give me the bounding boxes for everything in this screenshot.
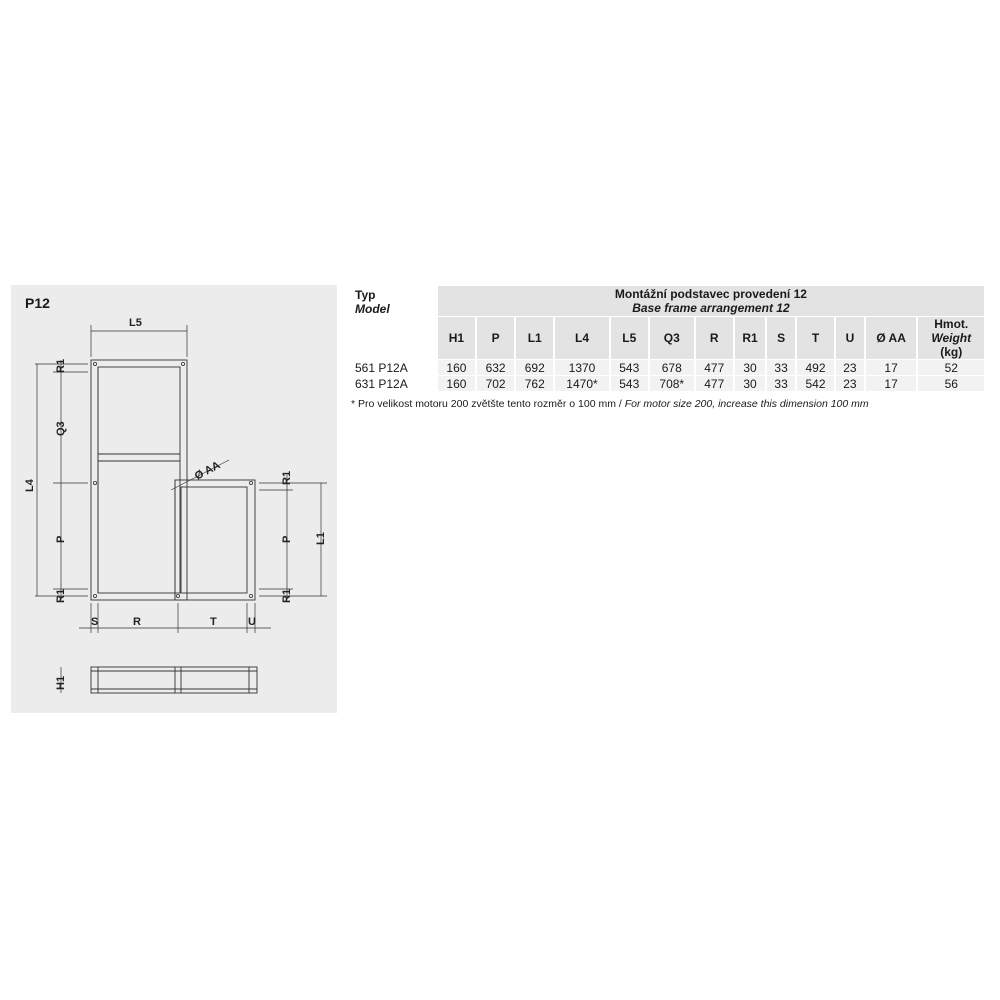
label-r1-bottom-right: R1 [281,588,293,603]
label-q3: Q3 [55,421,67,436]
column-header: H1 [438,317,475,359]
label-l5: L5 [129,317,142,329]
value-cell: 17 [866,360,917,375]
footnote-czech: * Pro velikost motoru 200 zvětšte tento rozměr o 100 mm / [351,398,625,410]
column-header: T [797,317,834,359]
value-cell: 477 [696,360,733,375]
value-cell: 160 [438,376,475,391]
label-aa: Ø AA [192,459,223,483]
label-l1: L1 [315,532,327,545]
weight-header-line1: Hmot. [934,317,969,331]
label-h1: H1 [55,675,67,690]
weight-cell: 52 [918,360,984,375]
value-cell: 23 [836,360,864,375]
value-cell: 678 [650,360,694,375]
column-header: L4 [555,317,608,359]
label-r1-bottom-left: R1 [55,588,67,603]
value-cell: 702 [477,376,514,391]
value-cell: 543 [611,376,648,391]
column-header: Q3 [650,317,694,359]
value-cell: 23 [836,376,864,391]
value-cell: 33 [767,376,795,391]
weight-header-line2: Weight [931,331,972,345]
label-r1-mid: R1 [281,470,293,485]
group-header [438,286,984,316]
value-cell: 1470* [555,376,608,391]
weight-cell: 56 [918,376,984,391]
column-header: L1 [516,317,553,359]
left-frame [91,360,187,600]
value-cell: 762 [516,376,553,391]
label-r: R [133,616,141,628]
column-header-weight [918,317,984,359]
value-cell: 632 [477,360,514,375]
value-cell: 692 [516,360,553,375]
group-subtitle: Base frame arrangement 12 [632,301,790,315]
label-s: S [91,616,99,628]
label-t: T [210,616,217,628]
value-cell: 543 [611,360,648,375]
dimension-table [350,285,986,392]
value-cell: 30 [735,376,765,391]
column-header-row [352,317,984,359]
value-cell: 708* [650,376,694,391]
value-cell: 477 [696,376,733,391]
value-cell: 1370 [555,360,608,375]
value-cell: 160 [438,360,475,375]
label-p-right: P [281,535,293,543]
drawing-title: P12 [25,295,50,311]
column-header: R1 [735,317,765,359]
weight-header-line3: (kg) [940,345,963,359]
column-header: R [696,317,733,359]
footnote [351,398,869,410]
group-title: Montážní podstavec provedení 12 [614,287,807,301]
column-header: Ø AA [866,317,917,359]
model-cell: 561 P12A [355,360,408,375]
column-header: L5 [611,317,648,359]
frame-drawing [11,285,337,713]
drawing-panel [11,285,337,713]
label-l4: L4 [24,479,36,492]
footnote-english: For motor size 200, increase this dimension 100 mm [624,398,869,410]
typ-label: Typ [355,288,376,302]
label-u: U [248,616,256,628]
side-view [91,667,257,693]
label-r1-top: R1 [55,358,67,373]
table-row [352,360,984,375]
model-label: Model [355,302,390,316]
table-body [352,360,984,391]
value-cell: 33 [767,360,795,375]
value-cell: 492 [797,360,834,375]
column-header: U [836,317,864,359]
column-header: S [767,317,795,359]
value-cell: 542 [797,376,834,391]
table-row [352,376,984,391]
value-cell: 30 [735,360,765,375]
model-cell: 631 P12A [355,376,408,391]
column-header: P [477,317,514,359]
value-cell: 17 [866,376,917,391]
typ-header [352,286,436,359]
label-p-left: P [55,535,67,543]
